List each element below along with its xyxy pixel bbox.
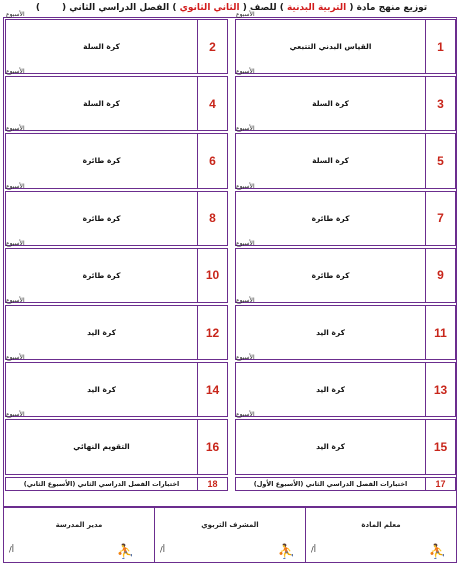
title-close: ) [35,3,40,13]
weeks-grid [5,11,456,533]
week-topic: كرة اليد [316,385,345,395]
signature-line: أ/ [160,545,165,554]
curriculum-sheet [3,11,457,507]
title-subject: التربية البدنية [286,3,347,13]
week-label: الأسبوع [6,354,25,362]
week-cell [5,411,228,474]
week-label: الأسبوع [236,411,255,419]
week-topic: كرة السلة [83,99,120,109]
week-number: 12 [197,306,227,359]
week-topic: اختبارات الفصل الدراسي الثاني (الأسبوع الثاني) [23,479,180,488]
week-number: 7 [425,192,455,245]
week-topic: اختبارات الفصل الدراسي الثاني (الأسبوع الأول) [253,479,408,488]
week-cell [235,411,456,474]
column-gap [228,418,235,475]
week-label: الأسبوع [236,239,255,247]
week-label: الأسبوع [236,11,255,18]
week-label: الأسبوع [236,182,255,190]
column-gap [228,361,235,418]
week-number: 11 [425,306,455,359]
week-label: الأسبوع [236,125,255,133]
week-number: 3 [425,77,455,130]
week-number: 18 [197,478,227,490]
signature-label: مدير المدرسة [55,521,103,529]
signature-supervisor [154,508,305,562]
week-topic: كرة طائرة [82,270,121,280]
week-cell [235,477,456,491]
week-number: 17 [425,478,455,490]
week-label: الأسبوع [6,411,25,419]
week-number: 2 [197,20,227,73]
week-topic: كرة السلة [312,99,349,109]
week-number: 1 [425,20,455,73]
week-topic: كرة اليد [87,385,116,395]
week-topic: كرة اليد [316,442,345,452]
figure-icon: ⛹ [428,544,446,560]
week-number: 8 [197,192,227,245]
title-mid: ) للصف ( [242,3,284,13]
column-gap [228,75,235,132]
figure-icon: ⛹ [277,544,295,560]
week-label: الأسبوع [6,182,25,190]
week-topic: كرة طائرة [82,213,121,223]
figure-icon: ⛹ [116,544,134,560]
column-gap [228,190,235,247]
signature-footer [3,507,457,563]
column-gap [228,304,235,361]
week-number: 4 [197,77,227,130]
week-label: الأسبوع [236,68,255,76]
week-number: 10 [197,249,227,302]
week-number: 6 [197,134,227,187]
signature-principal [4,508,154,562]
week-topic: التقويم النهائي [73,442,130,452]
title-prefix: توزيع منهج مادة ( [349,3,428,13]
week-topic: كرة السلة [83,42,120,52]
week-topic: كرة طائرة [311,270,350,280]
week-number: 9 [425,249,455,302]
week-label: الأسبوع [236,296,255,304]
signature-teacher [305,508,456,562]
week-topic: كرة السلة [312,156,349,166]
signature-line: أ/ [311,545,316,554]
page-title [0,0,463,17]
week-topic: كرة اليد [87,328,116,338]
week-label: الأسبوع [6,125,25,133]
week-cell [5,477,228,491]
title-grade: الثاني الثانوي [179,3,240,13]
week-number: 16 [197,420,227,473]
week-label: الأسبوع [236,354,255,362]
week-label: الأسبوع [6,11,25,18]
signature-label: معلم المادة [361,521,401,529]
column-gap [228,18,235,75]
title-suffix: ) الفصل الدراسي الثاني ( [61,3,177,13]
week-number: 13 [425,363,455,416]
week-topic: كرة اليد [316,328,345,338]
week-number: 15 [425,420,455,473]
week-label: الأسبوع [6,239,25,247]
week-label: الأسبوع [6,296,25,304]
week-topic: كرة طائرة [82,156,121,166]
signature-line: أ/ [9,545,14,554]
week-topic: كرة طائرة [311,213,350,223]
week-number: 5 [425,134,455,187]
column-gap [228,132,235,189]
week-label: الأسبوع [6,68,25,76]
week-topic: القياس البدني التتبعي [289,42,372,52]
signature-label: المشرف التربوي [201,521,259,529]
week-number: 14 [197,363,227,416]
column-gap [228,247,235,304]
